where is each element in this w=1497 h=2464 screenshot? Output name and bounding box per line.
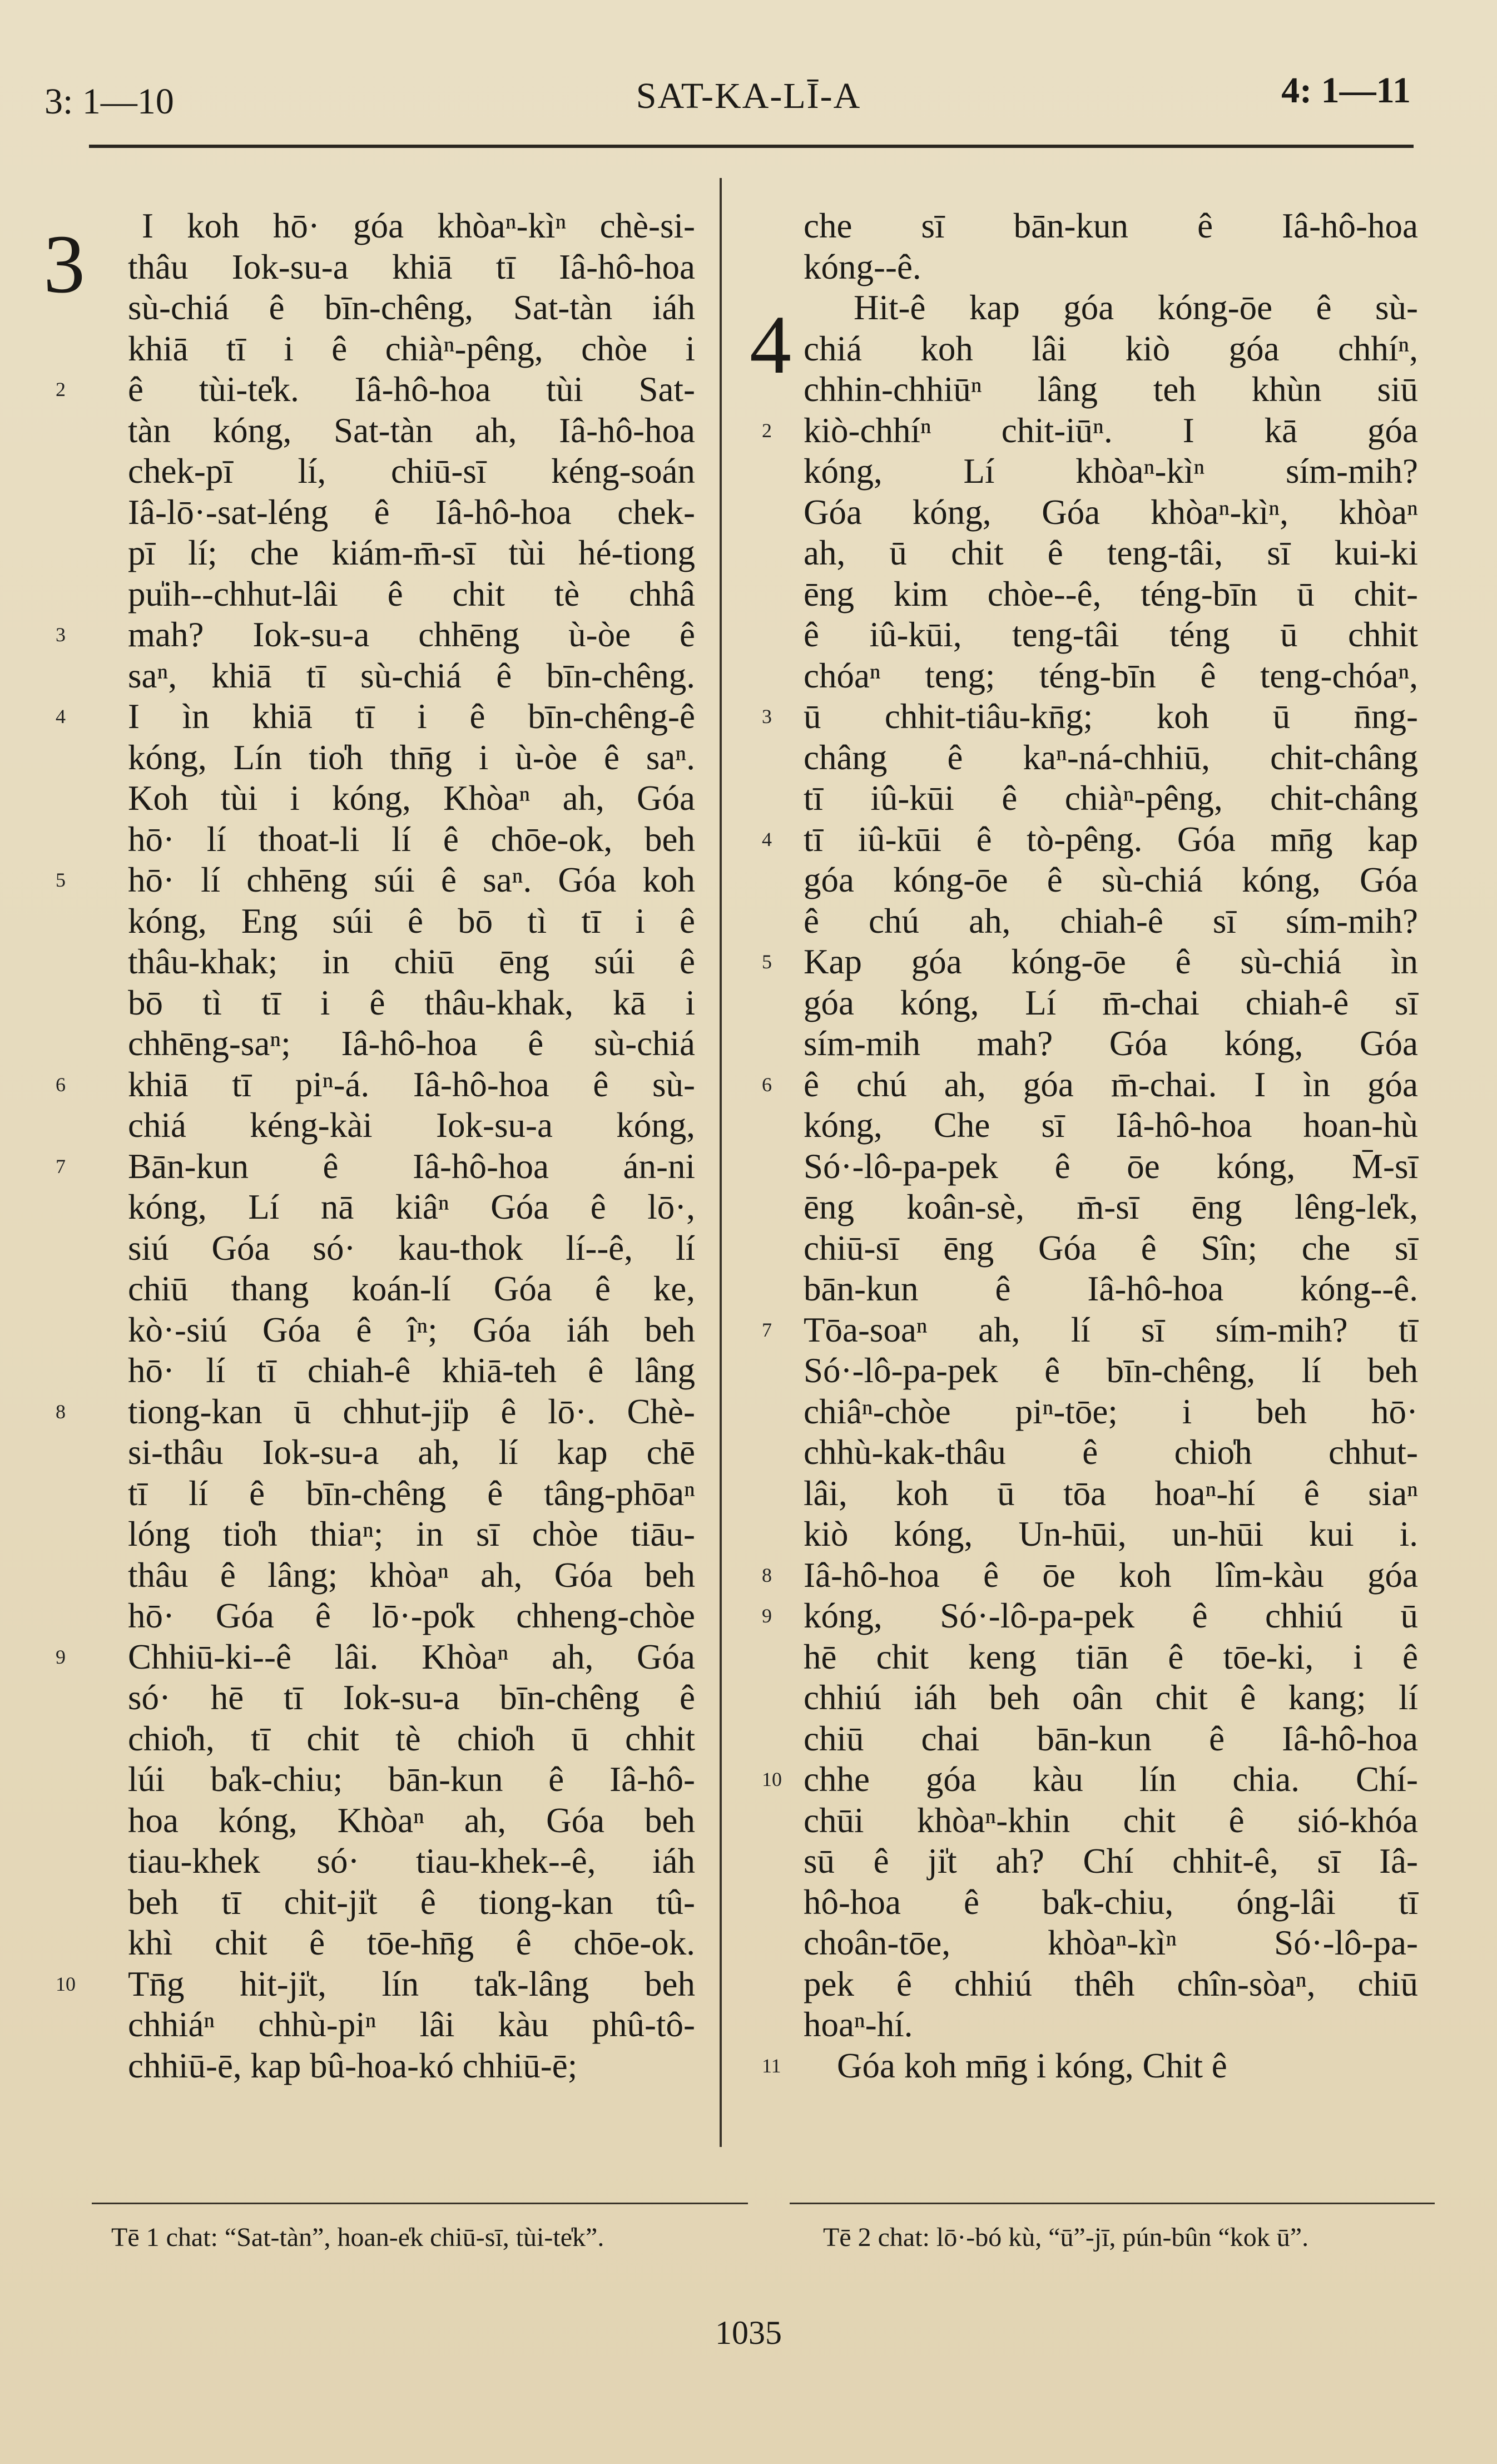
text-line: chhiū-ē, kap bû-hoa-kó chhiū-ē; xyxy=(128,2046,578,2085)
verse-number: 11 xyxy=(762,2054,781,2077)
text-line: hoa kóng, Khòaⁿ ah, Góa beh xyxy=(128,1800,695,1840)
text-line: choân-tōe, khòaⁿ-kìⁿ Só·-lô-pa- xyxy=(804,1923,1418,1962)
text-line: pu̍ih--chhut-lâi ê chit tè chhâ xyxy=(128,574,695,613)
text-line: chhiú iáh beh oân chit ê kang; lí xyxy=(804,1678,1418,1717)
verse-number: 7 xyxy=(762,1318,772,1341)
text-line: I koh hō· góa khòaⁿ-kìⁿ chè-si- xyxy=(142,206,695,245)
text-line: Tōa-soaⁿ ah, lí sī sím-mih? tī xyxy=(804,1310,1418,1349)
verse-number: 8 xyxy=(762,1563,772,1586)
verse-number: 2 xyxy=(762,419,772,442)
left-text-column xyxy=(56,206,695,2086)
text-line: chiá koh lâi kiò góa chhíⁿ, xyxy=(804,329,1418,368)
text-line: khiā tī i ê chiàⁿ-pêng, chòe i xyxy=(128,329,695,368)
text-line: kóng--ê. xyxy=(804,247,921,286)
text-line: beh tī chit-ji̍t ê tiong-kan tû- xyxy=(128,1882,695,1922)
text-line: kóng, Che sī Iâ-hô-hoa hoan-hù xyxy=(804,1106,1418,1145)
verse-number: 3 xyxy=(56,624,66,646)
footnote-rule-left xyxy=(92,2203,748,2204)
header-rule xyxy=(89,145,1414,148)
text-line: thâu ê lâng; khòaⁿ ah, Góa beh xyxy=(128,1555,695,1595)
text-line: tī lí ê bīn-chêng ê tâng-phōaⁿ xyxy=(128,1473,695,1513)
running-header xyxy=(0,58,1497,120)
header-right-reference: 4: 1—11 xyxy=(1281,70,1411,111)
text-line: hô-hoa ê ba̍k-chiu, óng-lâi tī xyxy=(804,1882,1418,1922)
text-line: chhù-kak-thâu ê chio̍h chhut- xyxy=(804,1433,1418,1472)
verse-number: 9 xyxy=(56,1645,66,1668)
text-line: che sī bān-kun ê Iâ-hô-hoa xyxy=(804,206,1418,245)
text-line: Góa kóng, Góa khòaⁿ-kìⁿ, khòaⁿ xyxy=(804,492,1418,532)
text-line: ēng kim chòe--ê, téng-bīn ū chit- xyxy=(804,574,1418,613)
text-line: ê tùi-te̍k. Iâ-hô-hoa tùi Sat- xyxy=(128,370,695,409)
text-line: kò·-siú Góa ê îⁿ; Góa iáh beh xyxy=(128,1310,695,1349)
text-line: kiò kóng, Un-hūi, un-hūi kui i. xyxy=(804,1515,1418,1553)
footnote-left: Tē 1 chat: “Sat-tàn”, hoan-e̍k chiū-sī, tùi-te̍k”. xyxy=(111,2223,604,2252)
text-line: hē chit keng tiān ê tōe-ki, i ê xyxy=(804,1637,1418,1676)
text-line: lóng tio̍h thiaⁿ; in sī chòe tiāu- xyxy=(128,1515,695,1553)
text-line: chhēng-saⁿ; Iâ-hô-hoa ê sù-chiá xyxy=(128,1024,695,1063)
chapter-number-left: 3 xyxy=(43,218,85,310)
verse-number: 6 xyxy=(762,1073,772,1096)
text-line: chiū chai bān-kun ê Iâ-hô-hoa xyxy=(804,1719,1418,1758)
text-line: chóaⁿ teng; téng-bīn ê teng-chóaⁿ, xyxy=(804,656,1418,695)
verse-number: 4 xyxy=(762,828,772,850)
text-line: chiū thang koán-lí Góa ê ke, xyxy=(128,1269,695,1308)
text-line: hō· lí chhēng súi ê saⁿ. Góa koh xyxy=(128,860,695,899)
text-line: góa kóng, Lí m̄-chai chiah-ê sī xyxy=(804,983,1418,1022)
verse-number: 2 xyxy=(56,378,66,400)
right-text-column xyxy=(762,206,1418,2086)
text-line: Chhiū-ki--ê lâi. Khòaⁿ ah, Góa xyxy=(128,1637,695,1676)
text-line: mah? Iok-su-a chhēng ù-òe ê xyxy=(128,615,695,654)
text-line: I ìn khiā tī i ê bīn-chêng-ê xyxy=(128,697,695,736)
text-line: ēng koân-sè, m̄-sī ēng lêng-le̍k, xyxy=(804,1188,1418,1226)
text-line: ū chhit-tiâu-kn̄g; koh ū n̄ng- xyxy=(804,697,1418,736)
text-line: Koh tùi i kóng, Khòaⁿ ah, Góa xyxy=(128,779,695,818)
header-left-reference: 3: 1—10 xyxy=(44,81,174,122)
text-line: Iâ-lō·-sat-léng ê Iâ-hô-hoa chek- xyxy=(128,492,695,532)
text-line: góa kóng-ōe ê sù-chiá kóng, Góa xyxy=(804,860,1418,899)
text-line: sū ê ji̍t ah? Chí chhit-ê, sī Iâ- xyxy=(804,1842,1418,1881)
text-line: kóng, Lí nā kiâⁿ Góa ê lō·, xyxy=(128,1188,695,1226)
text-line: tī iû-kūi ê chiàⁿ-pêng, chit-châng xyxy=(804,779,1418,818)
text-line: Góa koh mn̄g i kóng, Chit ê xyxy=(837,2046,1227,2085)
text-line: Tn̄g hit-ji̍t, lín ta̍k-lâng beh xyxy=(128,1964,695,2003)
verse-number: 9 xyxy=(762,1605,772,1627)
text-line: khiā tī piⁿ-á. Iâ-hô-hoa ê sù- xyxy=(128,1065,695,1104)
text-line: hō· Góa ê lō·-po̍k chheng-chòe xyxy=(128,1596,695,1635)
verse-number: 5 xyxy=(56,869,66,891)
text-line: kóng, Lín tio̍h thn̄g i ù-òe ê saⁿ. xyxy=(128,738,695,777)
text-line: chhiáⁿ chhù-piⁿ lâi kàu phû-tô- xyxy=(128,2005,695,2044)
page-number: 1035 xyxy=(715,2314,782,2351)
text-line: hoaⁿ-hí. xyxy=(804,2005,913,2044)
text-line: ê chú ah, chiah-ê sī sím-mih? xyxy=(804,901,1418,941)
text-line: hō· lí thoat-li lí ê chōe-ok, beh xyxy=(128,819,695,859)
text-line: chhin-chhiūⁿ lâng teh khùn siū xyxy=(804,370,1418,409)
text-line: Só·-lô-pa-pek ê bīn-chêng, lí beh xyxy=(804,1351,1418,1390)
chapter-number-right: 4 xyxy=(750,299,791,391)
text-line: hō· lí tī chiah-ê khiā-teh ê lâng xyxy=(128,1351,695,1390)
text-line: bān-kun ê Iâ-hô-hoa kóng--ê. xyxy=(804,1269,1418,1308)
verse-number: 10 xyxy=(762,1768,782,1790)
text-line: sím-mih mah? Góa kóng, Góa xyxy=(804,1024,1418,1063)
verse-number: 4 xyxy=(56,705,66,728)
text-line: kóng, Só·-lô-pa-pek ê chhiú ū xyxy=(804,1596,1418,1635)
text-line: lúi ba̍k-chiu; bān-kun ê Iâ-hô- xyxy=(128,1760,695,1799)
text-line: lâi, koh ū tōa hoaⁿ-hí ê siaⁿ xyxy=(804,1473,1418,1513)
text-line: tiau-khek só· tiau-khek--ê, iáh xyxy=(128,1842,695,1881)
header-book-title: SAT-KA-LĪ-A xyxy=(636,76,861,116)
text-line: Iâ-hô-hoa ê ōe koh lîm-kàu góa xyxy=(804,1555,1418,1595)
text-line: chio̍h, tī chit tè chio̍h ū chhit xyxy=(128,1719,695,1758)
text-line: ê chú ah, góa m̄-chai. I ìn góa xyxy=(804,1065,1418,1104)
text-line: Hit-ê kap góa kóng-ōe ê sù- xyxy=(854,288,1418,327)
verse-number: 5 xyxy=(762,951,772,973)
text-line: ê iû-kūi, teng-tâi téng ū chhit xyxy=(804,615,1418,654)
text-line: chūi khòaⁿ-khin chit ê sió-khóa xyxy=(804,1800,1418,1840)
verse-number: 3 xyxy=(762,705,772,728)
verse-number: 10 xyxy=(56,1972,76,1995)
verse-number: 6 xyxy=(56,1073,66,1096)
column-divider xyxy=(720,178,722,2147)
text-line: kiò-chhíⁿ chit-iūⁿ. I kā góa xyxy=(804,410,1418,450)
text-line: tiong-kan ū chhut-ji̍p ê lō·. Chè- xyxy=(128,1392,695,1431)
verse-number: 8 xyxy=(56,1400,66,1423)
text-line: thâu Iok-su-a khiā tī Iâ-hô-hoa xyxy=(128,247,695,286)
text-line: pek ê chhiú thêh chîn-sòaⁿ, chiū xyxy=(804,1964,1418,2003)
verse-number: 7 xyxy=(56,1155,66,1177)
text-line: chiū-sī ēng Góa ê Sîn; che sī xyxy=(804,1228,1418,1268)
text-line: chhe góa kàu lín chia. Chí- xyxy=(804,1760,1418,1799)
text-line: saⁿ, khiā tī sù-chiá ê bīn-chêng. xyxy=(128,656,695,695)
text-line: siú Góa só· kau-thok lí--ê, lí xyxy=(128,1228,695,1268)
text-line: tàn kóng, Sat-tàn ah, Iâ-hô-hoa xyxy=(128,410,695,450)
text-line: ah, ū chit ê teng-tâi, sī kui-ki xyxy=(804,533,1418,572)
text-line: só· hē tī Iok-su-a bīn-chêng ê xyxy=(128,1678,695,1717)
text-line: chiâⁿ-chòe piⁿ-tōe; i beh hō· xyxy=(804,1392,1418,1431)
text-line: kóng, Eng súi ê bō tì tī i ê xyxy=(128,901,695,941)
text-line: Kap góa kóng-ōe ê sù-chiá ìn xyxy=(804,942,1418,981)
text-line: si-thâu Iok-su-a ah, lí kap chē xyxy=(128,1433,695,1472)
text-line: bō tì tī i ê thâu-khak, kā i xyxy=(128,983,695,1022)
text-line: chiá kéng-kài Iok-su-a kóng, xyxy=(128,1106,695,1145)
text-line: khì chit ê tōe-hn̄g ê chōe-ok. xyxy=(128,1923,695,1962)
text-line: châng ê kaⁿ-ná-chhiū, chit-châng xyxy=(804,738,1418,777)
footnote-right: Tē 2 chat: lō·-bó kù, “ū”-jī, pún-bûn “kok ū”. xyxy=(823,2223,1309,2252)
text-line: Só·-lô-pa-pek ê ōe kóng, M̄-sī xyxy=(804,1146,1418,1186)
text-line: tī iû-kūi ê tò-pêng. Góa mn̄g kap xyxy=(804,819,1418,859)
text-line: thâu-khak; in chiū ēng súi ê xyxy=(128,942,695,981)
text-line: kóng, Lí khòaⁿ-kìⁿ sím-mih? xyxy=(804,452,1418,491)
text-line: pī lí; che kiám-m̄-sī tùi hé-tiong xyxy=(128,533,695,572)
text-line: chek-pī lí, chiū-sī kéng-soán xyxy=(128,452,695,491)
text-line: sù-chiá ê bīn-chêng, Sat-tàn iáh xyxy=(128,288,695,327)
text-line: Bān-kun ê Iâ-hô-hoa án-ni xyxy=(128,1146,695,1186)
footnote-rule-right xyxy=(790,2203,1435,2204)
